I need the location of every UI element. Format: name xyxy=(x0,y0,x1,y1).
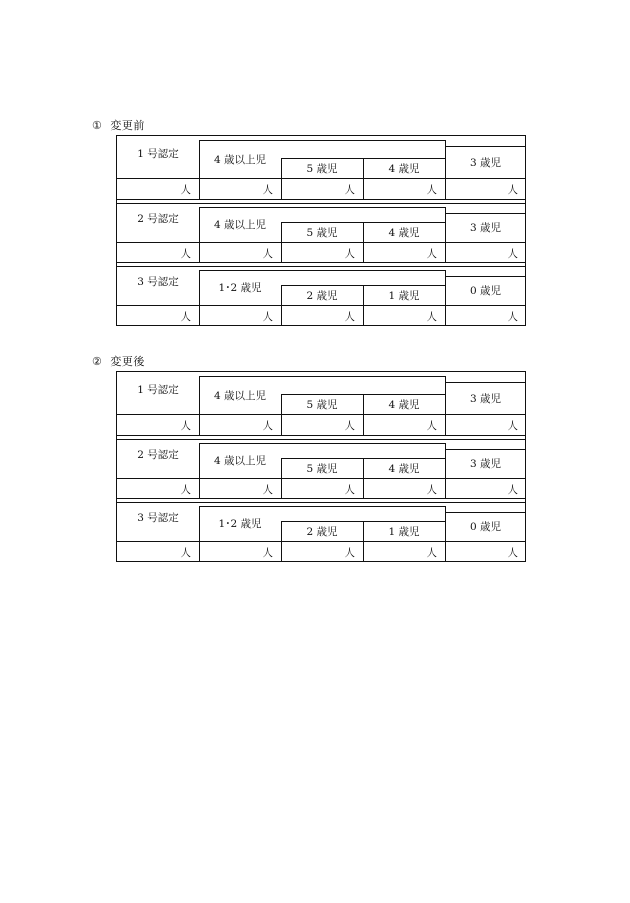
unit-cell: 人 xyxy=(344,484,355,496)
certification-block xyxy=(117,199,525,262)
unit-cell: 人 xyxy=(262,420,273,432)
unit-cell: 人 xyxy=(507,420,518,432)
unit-cell: 人 xyxy=(180,420,191,432)
section-title xyxy=(92,117,145,133)
section-number: ② xyxy=(92,355,103,368)
unit-cell: 人 xyxy=(344,248,355,260)
age-group-header: 4 歳以上児 xyxy=(213,455,267,467)
cell-border xyxy=(199,376,445,377)
certification-block xyxy=(117,435,525,498)
unit-cell: 人 xyxy=(507,248,518,260)
unit-cell: 人 xyxy=(507,311,518,323)
age-group-header: 1･2 歳児 xyxy=(218,282,262,294)
unit-cell: 人 xyxy=(344,184,355,196)
cell-border xyxy=(445,276,526,277)
unit-cell: 人 xyxy=(507,547,518,559)
age-group-header: 4 歳以上児 xyxy=(213,219,267,231)
age-subheader: 5 歳児 xyxy=(306,462,338,475)
cell-border xyxy=(445,146,526,147)
certification-block xyxy=(117,262,525,325)
cell-border xyxy=(117,305,526,306)
unit-cell: 人 xyxy=(426,420,437,432)
unit-cell: 人 xyxy=(426,184,437,196)
age-subheader: 4 歳児 xyxy=(388,162,420,175)
age-group-header: 4 歳以上児 xyxy=(213,389,267,402)
cell-border xyxy=(117,178,526,179)
age-subheader: 4 歳児 xyxy=(388,226,420,239)
unit-cell: 人 xyxy=(180,547,191,559)
age-subheader: 5 歳児 xyxy=(306,162,338,175)
unit-cell: 人 xyxy=(262,184,273,196)
cell-border xyxy=(117,242,526,243)
unit-cell: 人 xyxy=(180,184,191,196)
cell-border xyxy=(199,506,445,507)
certification-block xyxy=(117,498,525,561)
cell-border xyxy=(117,541,526,542)
unit-cell: 人 xyxy=(180,484,191,496)
age-group-header: 3 歳児 xyxy=(469,392,502,405)
unit-cell: 人 xyxy=(262,311,273,323)
age-subheader: 1 歳児 xyxy=(388,289,420,302)
unit-cell: 人 xyxy=(507,484,518,496)
cell-border xyxy=(199,443,445,444)
age-group-header: 3 歳児 xyxy=(469,222,502,234)
unit-cell: 人 xyxy=(262,484,273,496)
section-heading: 変更前 xyxy=(110,119,145,132)
unit-cell: 人 xyxy=(180,248,191,260)
unit-cell: 人 xyxy=(344,311,355,323)
unit-cell: 人 xyxy=(426,248,437,260)
cell-border xyxy=(445,449,526,450)
age-subheader: 5 歳児 xyxy=(306,398,338,411)
age-subheader: 1 歳児 xyxy=(388,525,420,538)
unit-cell: 人 xyxy=(344,420,355,432)
unit-cell: 人 xyxy=(262,547,273,559)
section-title xyxy=(92,353,145,369)
certification-block xyxy=(117,136,525,199)
age-group-header: 0 歳児 xyxy=(469,285,502,297)
unit-cell: 人 xyxy=(426,484,437,496)
age-subheader: 5 歳児 xyxy=(306,226,338,239)
certification-label: 3 号認定 xyxy=(137,512,179,524)
age-subheader: 4 歳児 xyxy=(388,462,420,475)
cell-border xyxy=(199,207,445,208)
unit-cell: 人 xyxy=(180,311,191,323)
unit-cell: 人 xyxy=(262,248,273,260)
cell-border xyxy=(117,478,526,479)
cell-border xyxy=(117,414,526,415)
cell-border xyxy=(199,140,445,141)
age-subheader: 2 歳児 xyxy=(306,289,338,302)
cell-border xyxy=(445,213,526,214)
age-group-header: 1･2 歳児 xyxy=(218,518,262,530)
age-subheader: 2 歳児 xyxy=(306,525,338,538)
age-group-header: 4 歳以上児 xyxy=(213,153,267,166)
certification-label: 2 号認定 xyxy=(137,449,179,461)
certification-block xyxy=(117,372,525,435)
age-group-header: 0 歳児 xyxy=(469,521,502,533)
certification-label: 1 号認定 xyxy=(137,383,179,396)
age-subheader: 4 歳児 xyxy=(388,398,420,411)
enrollment-table xyxy=(116,135,526,326)
cell-border xyxy=(199,270,445,271)
certification-label: 3 号認定 xyxy=(137,276,179,288)
enrollment-table xyxy=(116,371,526,562)
certification-label: 1 号認定 xyxy=(137,147,179,160)
age-group-header: 3 歳児 xyxy=(469,156,502,169)
unit-cell: 人 xyxy=(426,547,437,559)
unit-cell: 人 xyxy=(344,547,355,559)
unit-cell: 人 xyxy=(507,184,518,196)
unit-cell: 人 xyxy=(426,311,437,323)
cell-border xyxy=(445,512,526,513)
cell-border xyxy=(445,382,526,383)
section-heading: 変更後 xyxy=(110,355,145,368)
section-number: ① xyxy=(92,119,103,132)
age-group-header: 3 歳児 xyxy=(469,458,502,470)
certification-label: 2 号認定 xyxy=(137,213,179,225)
